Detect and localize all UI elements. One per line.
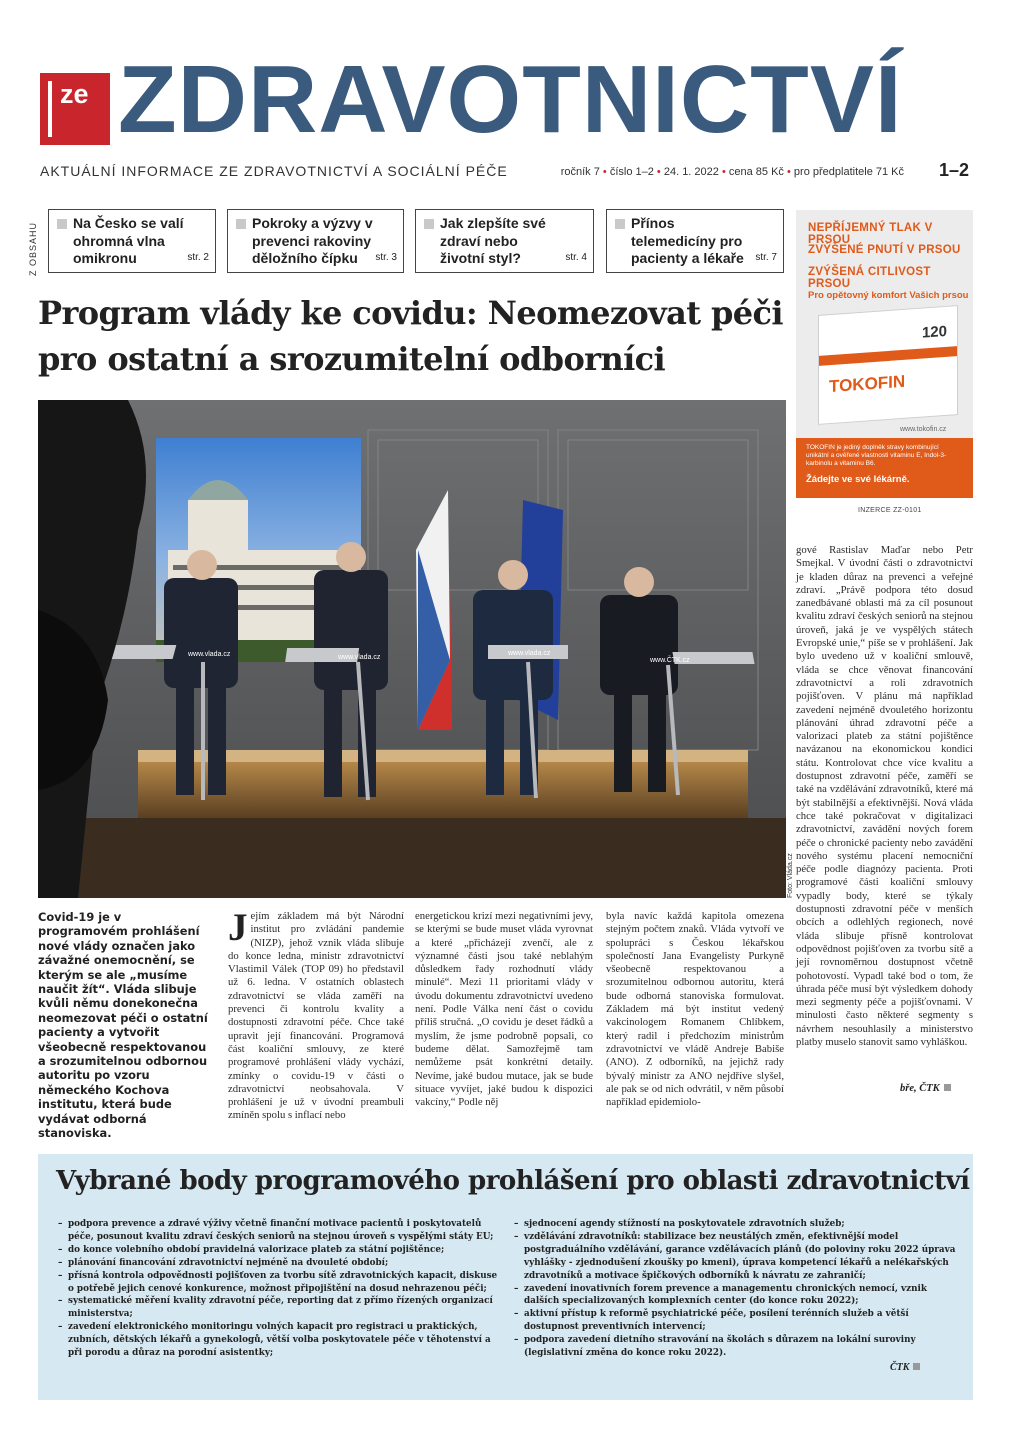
contents-item-page: str. 4 xyxy=(565,251,587,263)
list-item: – podpora prevence a zdravé výživy včetně finanční motivace pacientů i poskytovatelů péče, posunout kvalitu zdraví českých seniorů na stejnou úroveň s vyspělými státy EU; xyxy=(56,1218,502,1244)
article-column-4: gové Rastislav Maďar nebo Petr Smejkal. V úvodní části o zdravotnictví je kladen důraz na prevenci a veřejné zdraví. „Právě podpora této dosud zanedbávané oblasti má za cíl posunout kvalitu zdraví českých seniorů na stejnou úroveň, jaká je ve vyspělých státech Evropské unie,“ píše se v prohlášení. Jak bylo uvedeno už v koaliční smlouvě, vláda se chce věnovat financování zdravotnictví a roli zdravotních pojišťoven. V plánu má například zavedení nejméně dvouletého horizontu plánování úhrad zdravotní péče a valorizaci plateb za státní pojištěnce navázanou na ekonomickou kondici státu. Kontrolovat chce více kvalitu a dostupnost zdravotní péče, zaměří se také na vzdělávání zdravotníků, které má být stabilnější a efektivnější. Nová vláda chce také pokračovat v digitalizaci zdravotnictví, zavádění nových forem péče o chronické pacienty nebo zavádění nového systému placení nemocniční péče podle diagnózy pacienta. Proti programové části koaliční smlouvy vypadly body, které se týkaly dostupnosti zdravotní péče v menších obcích a odlehlých regionech, nové vláda slibuje přísně kontrolovat odpovědnost pojišťoven za tvorbu sítě a její rovnoměrnou dostupnost včetně pohotovostí. Vypadl také bod o tom, že úhrada péče musí být výsledkem dohody mezi segmenty péče a pojišťovnami. V minulosti často některé segmenty s návrhem nesouhlasily a ministerstvo platby muselo stanovit samo vyhláškou. xyxy=(796,544,973,1048)
product-pack-image xyxy=(818,305,958,425)
contents-item-title: Jak zlepšíte své zdraví nebo životní styl? xyxy=(440,215,546,266)
issue-number: 1–2 xyxy=(939,160,970,180)
article-column-2: energetickou krizí mezi negativními jevy, se kterými se bude muset vláda vyrovnat a které „přicházejí zvenčí, ale z významné části jsou také neblahým důsledkem řady rozhodnutí vlády minulé“. Mezi 11 prioritami vlády v úvodu dokumentu zdravotnictví uvedeno není. Podle Válka není část o covidu příliš stručná. „O covidu je deset řádků a myslím, že jsme podrobně popsali, co budeme dělat. Samozřejmě tam nemůžeme psát konkrétní detaily. Nevíme, jaké budou mutace, jak se bude situace vyvíjet, jaké budou k dispozici vakcíny,“ Podle něj xyxy=(415,910,593,1109)
logo-text: ze xyxy=(60,79,89,109)
podium-label: www.ČTK.cz xyxy=(650,657,690,664)
list-item: – podpora zavedení dietního stravování na školách s důrazem na lokální suroviny (legislativní změna do konce roku 2022). xyxy=(512,1334,958,1360)
issue-price: cena 85 Kč xyxy=(728,166,784,178)
contents-item[interactable] xyxy=(48,209,216,273)
podium-label: www.vlada.cz xyxy=(188,651,231,658)
product-brand: TOKOFIN xyxy=(829,371,906,397)
pack-number: 120 xyxy=(921,322,947,342)
masthead-title: ZDRAVOTNICTVÍ xyxy=(118,46,903,153)
bullet-icon: • xyxy=(656,166,661,178)
advertisement[interactable] xyxy=(796,210,973,498)
highlights-list-right xyxy=(512,1218,958,1360)
press-conference-photo xyxy=(38,400,786,898)
photo-illustration xyxy=(38,400,786,898)
contents-item-title: Na Česko se valí ohromná vlna omikronu xyxy=(73,215,184,266)
square-icon xyxy=(236,219,246,229)
ad-cta: Žádejte ve své lékárně. xyxy=(806,474,910,485)
article-column-3: byla navíc každá kapitola omezena stejným počtem znaků. Vláda vytvoří ve spolupráci s Českou lékařskou společností Jana Evangelisty Purkyně všeobecně respektovanou a srozumitelnou odbornou autoritu, která bude odborná stanoviska formulovat. Základem má být institut vedený vakcinologem Romanem Chlíbkem, který radil i předchozím ministrům zdravotnictví ve vládě Andreje Babiše (ANO). Z odborníků, na jejichž rady bývalý ministr za ANO nejdříve slyšel, ale pak se od nich odvrátil, v něm působí například epidemiolo- xyxy=(606,910,784,1109)
contents-item[interactable] xyxy=(227,209,404,273)
list-item: – sjednocení agendy stížností na poskytovatele zdravotních služeb; xyxy=(512,1218,958,1231)
contents-item[interactable] xyxy=(606,209,784,273)
ad-label: INZERCE ZZ-0101 xyxy=(858,507,922,514)
article-column-1 xyxy=(228,906,404,1123)
list-item: – přísná kontrola odpovědnosti pojišťoven za tvorbu sítě zdravotnických kapacit, diskuse o potřebě jejich cenové konkurence, možnost připojištění na dosud nehrazenou péči; xyxy=(56,1270,502,1296)
end-square-icon xyxy=(913,1363,920,1370)
bullet-icon: • xyxy=(721,166,726,178)
photo-credit: Foto: Vláda.cz xyxy=(787,853,794,898)
article-signature: bře, ČTK xyxy=(900,1083,951,1094)
ad-fine-print: TOKOFIN je jediný doplněk stravy kombinující unikátní a ověřené vlastnosti vitaminu E, Indol-3-karbinolu a vitaminu B6. xyxy=(806,444,947,467)
ad-line: NEPŘÍJEMNÝ TLAK V PRSOU xyxy=(808,222,933,246)
contents-item-page: str. 2 xyxy=(187,251,209,263)
main-headline: Program vlády ke covidu: Neomezovat péči pro ostatní a srozumitelní odborníci xyxy=(38,294,783,378)
highlights-signature: ČTK xyxy=(890,1362,920,1373)
contents-label: Z OBSAHU xyxy=(28,221,38,276)
issue-subscriber-price: pro předplatitele 71 Kč xyxy=(793,166,904,178)
drop-cap: J xyxy=(228,906,248,949)
highlights-list-left xyxy=(56,1218,502,1360)
article-lead: Covid-19 je v programovém prohlášení nové vlády označen jako závažné onemocnění, se kterým se ale „musíme naučit žít“. Vláda slibuje kvůli němu donekonečna neomezovat péči o ostatní pacienty a vytvořit všeobecně respektovanou a srozumitelnou odbornou autoritu po vzoru německého Kochova institutu, která bude vydávat odborná stanoviska. xyxy=(38,910,208,1141)
contents-item-page: str. 7 xyxy=(755,251,777,263)
bullet-icon: • xyxy=(602,166,607,178)
list-item: – zavedení inovativních forem prevence a managementu chronických nemocí, vznik dalších specializovaných komplexních center (do konce roku 2022); xyxy=(512,1283,958,1309)
issue-info xyxy=(561,166,904,178)
logo-bar xyxy=(48,81,52,137)
square-icon xyxy=(57,219,67,229)
list-item: – plánování financování zdravotnictví nejméně na dvouleté období; xyxy=(56,1257,502,1270)
list-item: – zavedení elektronického monitoringu volných kapacit pro registraci u praktických, zubních, dětských lékařů a gynekologů, větší volba poskytovatele péče v těhotenství a při porodu a důraz na porodní asistentky; xyxy=(56,1321,502,1360)
issue-date: 24. 1. 2022 xyxy=(663,166,719,178)
podium-label: www.vlada.cz xyxy=(508,650,551,657)
issue-cislo: číslo 1–2 xyxy=(609,166,654,178)
ad-url: www.tokofin.cz xyxy=(900,426,947,433)
podium-label: www.vlada.cz xyxy=(338,654,381,661)
masthead-tagline: AKTUÁLNÍ INFORMACE ZE ZDRAVOTNICTVÍ A SOCIÁLNÍ PÉČE xyxy=(40,163,508,179)
contents-item-title: Přínos telemedicíny pro pacienty a lékaře xyxy=(631,215,744,266)
end-square-icon xyxy=(944,1084,951,1091)
bullet-icon: • xyxy=(787,166,791,178)
list-item: – systematické měření kvality zdravotní péče, reporting dat z přímo řízených organizací ministerstva; xyxy=(56,1295,502,1321)
ad-line: ZVÝŠENÉ PNUTÍ V PRSOU xyxy=(808,244,961,256)
issue-rocnik: ročník 7 xyxy=(560,166,600,178)
list-item: – aktivní přístup k reformě psychiatrické péče, posílení terénních služeb a větší dostupnost preventivních intervencí; xyxy=(512,1308,958,1334)
highlights-box xyxy=(38,1154,973,1400)
contents-item-page: str. 3 xyxy=(375,251,397,263)
logo xyxy=(40,73,110,145)
ad-footer xyxy=(796,438,973,498)
ad-subline: Pro opětovný komfort Vašich prsou xyxy=(808,290,969,301)
contents-item[interactable] xyxy=(415,209,594,273)
ad-line: ZVÝŠENÁ CITLIVOST PRSOU xyxy=(808,266,931,290)
highlights-title: Vybrané body programového prohlášení pro oblasti zdravotnictví xyxy=(56,1166,970,1196)
pack-stripe xyxy=(819,346,957,366)
square-icon xyxy=(424,219,434,229)
article-text: ejím základem má být Národní institut pro zvládání pandemie (NIZP), jehož vznik vláda slibuje do konce ledna, ministr zdravotnictví Vlastimil Válek (TOP 09) ho představil už 6. ledna. V ostatních oblastech zdravotnictví se vláda zaměří na prevenci či kontrolu kvality a dostupnosti zdravotní péče. Chce také upravit její financování. Programová část koaliční smlouvy, ze které programové prohlášení vlády vychází, zmínky o covidu-19 v části o zdravotnictví neobsahovala. V prohlášení je už v úvodní preambuli zmíněn spolu s inflací nebo xyxy=(228,910,404,1122)
list-item: – vzdělávání zdravotníků: stabilizace bez neustálých změn, efektivnější model postgraduálního vzdělávání, garance vzdělávacích plánů (do poloviny roku 2022 úprava vyhlášky - zjednodušení zkoušky po kmeni), úprava kompetencí lékařů a nelékařských zdravotníků a motivace špičkových odborníků k návratu ze zahraničí; xyxy=(512,1231,958,1283)
contents-item-title: Pokroky a výzvy v prevenci rakoviny děložního čípku xyxy=(252,215,373,266)
square-icon xyxy=(615,219,625,229)
list-item: – do konce volebního období pravidelná valorizace plateb za státní pojištěnce; xyxy=(56,1244,502,1257)
